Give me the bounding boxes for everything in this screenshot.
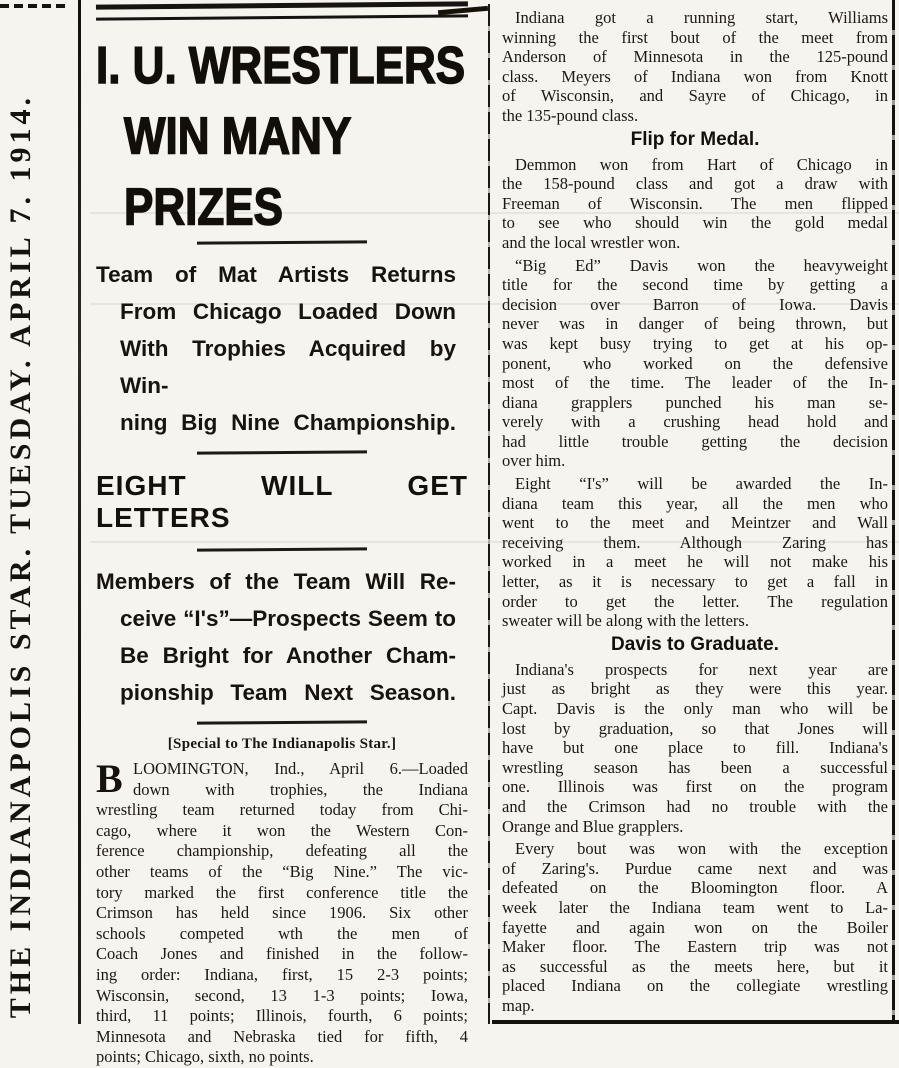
text-line: Every bout was won with the exception [515,839,888,859]
bottom-rule [492,1020,899,1024]
deck-paragraph-1 [96,256,456,441]
text-line: From Chicago Loaded Down [120,299,456,324]
text-line: Team of Mat Artists Returns [96,262,456,287]
text-line: placed Indiana on the collegiate wrestling [502,976,888,996]
subhead-eight-letters: EIGHT WILL GET LETTERS [96,470,468,533]
text-line: sweater will be along with the letters. [502,611,749,631]
text-line: order to get the letter. The regulation [502,591,888,611]
text-line: worked in a meet he will not make his [502,552,888,572]
text-line: Coach Jones and finished in the follow- [96,944,468,964]
text-line: down with trophies, the Indiana [133,779,468,799]
section-subhead: Flip for Medal. [630,128,760,150]
text-line: Capt. Davis is the only man who will be [502,699,888,718]
text-line: receiving them. Although Zaring has [502,532,888,552]
text-line: Orange and Blue grapplers. [502,816,684,836]
text-line: diana team this year, all the men who [502,493,888,513]
text-line: letter, as it is necessary to get a fall in [502,572,888,592]
text-line: Eight “I's” will be awarded the In- [515,474,888,494]
left-column [96,0,468,1068]
masthead-vertical-text: THE INDIANAPOLIS STAR. TUESDAY. APRIL 7. 1914. [4,93,37,1018]
text-line: Indiana's prospects for next year are [515,659,888,679]
torn-edge [96,1,468,20]
text-line: diana grapplers punched his man se- [502,392,888,412]
text-line: pionship Team Next Season. [120,680,456,705]
text-line: of Zaring's. Purdue came next and was [502,858,888,878]
text-line: third, 11 points; Illinois, fourth, 6 points; [96,1006,468,1026]
text-line: ponent, who worked on the defensive [502,353,888,373]
text-line: Freeman of Wisconsin. The men flipped [502,193,888,213]
text-line: Maker floor. The Eastern trip was not [502,937,888,957]
text-line: Anderson of Minnesota in the 125-pound [502,47,888,67]
text-line: title for the second time by getting a [502,275,888,295]
text-line: schools competed wth the men of [96,923,468,943]
text-line: one. Illinois was first on the program [502,777,888,797]
text-line: fayette and again won on the Boiler [502,917,888,937]
torn-edge-fragment [0,4,70,8]
section-rule [197,547,367,551]
text-line: as successful as the meets here, but it [502,956,888,976]
body-paragraph [502,839,888,1015]
body-paragraph [502,155,888,253]
right-edge-rule [892,0,895,1024]
text-line: lost by graduation, so that Jones will [502,718,888,738]
text-line: Wisconsin, second, 13 1-3 points; Iowa, [96,985,468,1005]
deck-paragraph-2 [96,563,456,711]
scan-streak [90,212,899,214]
body-paragraph [502,474,888,631]
text-line: class. Meyers of Indiana won from Knott [502,66,888,86]
text-line: over him. [502,451,566,471]
text-line: and the local wrestler won. [502,232,681,252]
section-rule [197,240,367,244]
text-line: week later the Indiana team went to La- [502,897,888,917]
text-line: decision over Barron of Iowa. Davis [502,294,888,314]
text-line: wrestling team returned today from Chi- [96,800,468,820]
text-line: never was in danger of being thrown, but [502,314,888,334]
text-line: Be Bright for Another Cham- [120,643,456,668]
text-line: to see who should win the gold medal [502,213,888,233]
text-line: other teams of the “Big Nine.” The vic- [96,861,468,881]
text-line: Indiana got a running start, Williams [515,8,888,27]
headline-line-1: I. U. WRESTLERS [96,36,466,95]
text-line: the 135-pound class. [502,105,639,125]
right-column [502,8,888,1019]
text-line: had little trouble getting the decision [502,431,888,451]
lead-paragraph [96,756,468,1068]
body-paragraph [502,8,888,126]
headline-line-2: WIN MANY PRIZES [124,107,351,237]
drop-cap: B [96,756,123,801]
text-line: Crimson has held since 1906. Six other [96,903,468,923]
text-line: went to the meet and Meintzer and Wall [502,513,888,533]
text-line: ing order: Indiana, first, 15 2-3 points; [96,964,468,984]
text-line: wrestling season has been a successful [502,757,888,777]
text-line: ning Big Nine Championship. [120,410,456,435]
text-line: and the Crimson had no trouble with the [502,796,888,816]
text-line: cago, where it won the Western Con- [96,820,468,840]
text-line: winning the first bout of the meet from [502,27,888,47]
body-paragraph [502,660,888,836]
credit-line: [Special to The Indianapolis Star.] [167,736,397,752]
text-line: defeated on the Bloomington floor. A [502,878,888,898]
text-line: ference championship, defeating all the [96,841,468,861]
text-line: tory marked the first conference title the [96,882,468,902]
text-line: map. [502,995,535,1015]
text-line: points; Chicago, sixth, no points. [96,1047,314,1067]
section-subhead: Davis to Graduate. [611,633,779,655]
text-line: Minnesota and Nebraska tied for fifth, 4 [96,1026,468,1046]
text-line: of Wisconsin, and Sayre of Chicago, in [502,86,888,106]
text-line: most of the time. The leader of the In- [502,373,888,393]
scan-streak [90,541,899,543]
text-line: have but one place to fill. Indiana's [502,738,888,758]
column-divider-rule [488,4,490,1024]
text-line: Members of the Team Will Re- [96,569,456,594]
text-line: Demmon won from Hart of Chicago in [515,154,888,174]
text-line: With Trophies Acquired by Win- [120,336,456,398]
text-line: just as bright as they were this year. [502,679,888,699]
text-line: ceive “I's”—Prospects Seem to [120,606,456,631]
text-line: the 158-pound class and got a draw with [502,174,888,194]
text-line: verely with a crushing head hold and [502,412,888,432]
scan-streak [90,303,899,305]
text-line: was kept busy trying to get at his op- [502,333,888,353]
body-paragraph [502,256,888,472]
text-line: “Big Ed” Davis won the heavyweight [515,255,888,275]
text-line: LOOMINGTON, Ind., April 6.—Loaded [133,759,468,778]
masthead-divider-rule [78,0,81,1024]
section-rule [197,720,367,724]
section-rule [197,450,367,454]
